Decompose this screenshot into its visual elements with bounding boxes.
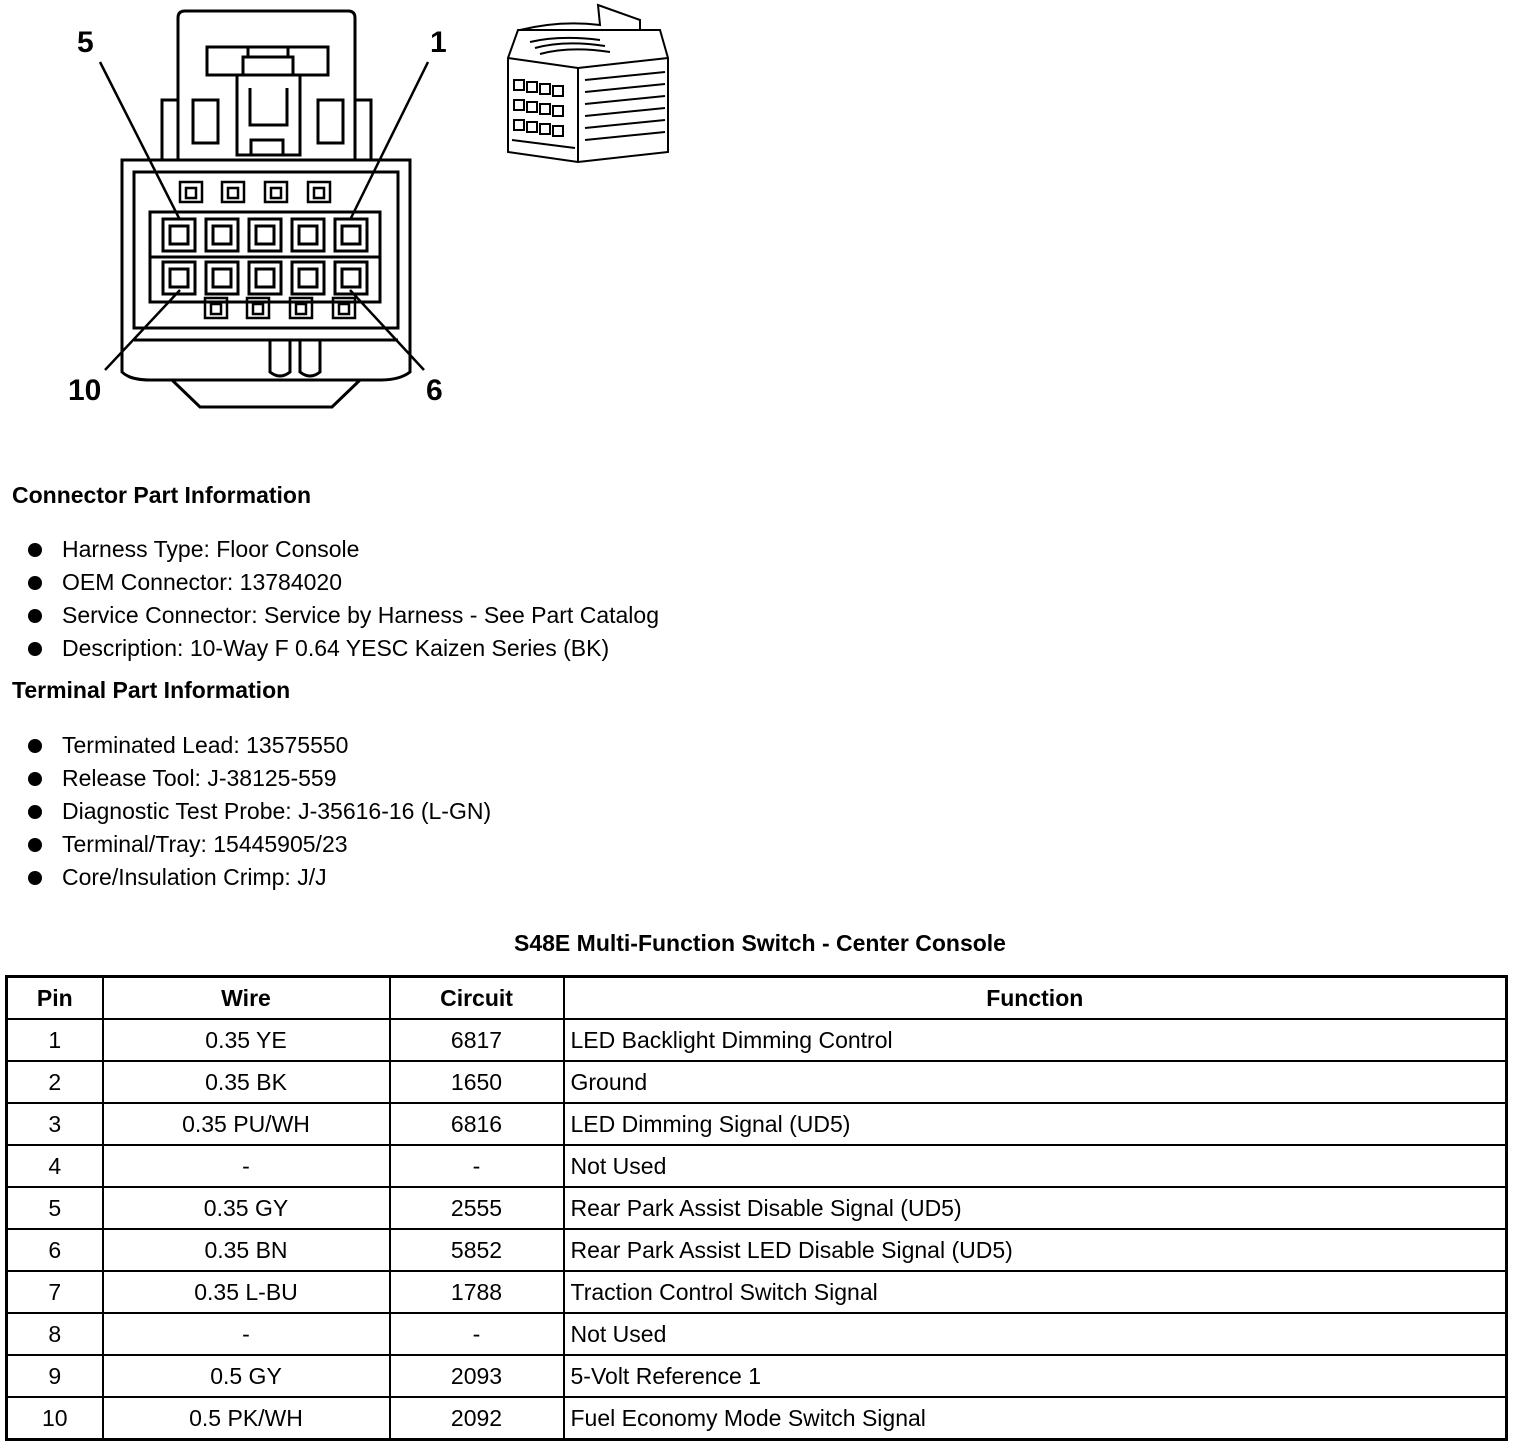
list-item-text: Description: 10-Way F 0.64 YESC Kaizen Series (BK) — [62, 635, 610, 661]
cell-wire: - — [103, 1145, 390, 1187]
connector-info-heading: Connector Part Information — [12, 482, 312, 508]
cell-wire: 0.5 PK/WH — [103, 1397, 390, 1440]
cell-wire: 0.35 GY — [103, 1187, 390, 1229]
table-row — [7, 1145, 1507, 1187]
header-function: Function — [564, 977, 1507, 1020]
pin-label-10: 10 — [68, 374, 102, 407]
cell-function: Traction Control Switch Signal — [564, 1271, 1507, 1313]
list-item — [28, 861, 491, 894]
table-row — [7, 1397, 1507, 1440]
table-title: S48E Multi-Function Switch - Center Console — [514, 930, 1006, 956]
list-item — [28, 533, 659, 566]
cell-pin: 8 — [7, 1313, 103, 1355]
cell-function: Not Used — [564, 1313, 1507, 1355]
cell-pin: 3 — [7, 1103, 103, 1145]
list-item-text: Terminated Lead: 13575550 — [62, 732, 349, 758]
cell-circuit: - — [390, 1313, 564, 1355]
cell-circuit: 6817 — [390, 1019, 564, 1061]
cell-function: Fuel Economy Mode Switch Signal — [564, 1397, 1507, 1440]
cell-circuit: 1788 — [390, 1271, 564, 1313]
list-item-text: Harness Type: Floor Console — [62, 536, 360, 562]
list-item-text: Service Connector: Service by Harness - See Part Catalog — [62, 602, 659, 628]
pin-label-5: 5 — [77, 26, 94, 59]
bullet-icon — [28, 772, 42, 786]
bullet-icon — [28, 609, 42, 623]
cell-function: LED Backlight Dimming Control — [564, 1019, 1507, 1061]
table-row — [7, 1103, 1507, 1145]
cell-circuit: 2092 — [390, 1397, 564, 1440]
cell-wire: 0.35 BN — [103, 1229, 390, 1271]
cell-circuit: 1650 — [390, 1061, 564, 1103]
cell-function: Rear Park Assist Disable Signal (UD5) — [564, 1187, 1507, 1229]
cell-circuit: 2555 — [390, 1187, 564, 1229]
cell-function: LED Dimming Signal (UD5) — [564, 1103, 1507, 1145]
table-header-row — [7, 977, 1507, 1020]
cell-pin: 2 — [7, 1061, 103, 1103]
cell-circuit: 2093 — [390, 1355, 564, 1397]
list-item-text: OEM Connector: 13784020 — [62, 569, 343, 595]
table-row — [7, 1313, 1507, 1355]
connector-isometric-icon — [508, 5, 668, 162]
list-item — [28, 729, 491, 762]
cell-function: Ground — [564, 1061, 1507, 1103]
cell-wire: 0.35 L-BU — [103, 1271, 390, 1313]
cell-pin: 10 — [7, 1397, 103, 1440]
list-item-text: Diagnostic Test Probe: J-35616-16 (L-GN) — [62, 798, 492, 824]
list-item — [28, 599, 659, 632]
cell-function: 5-Volt Reference 1 — [564, 1355, 1507, 1397]
terminal-info-list — [28, 729, 491, 894]
connector-diagram — [0, 0, 1520, 440]
header-wire: Wire — [103, 977, 390, 1020]
list-item — [28, 762, 491, 795]
list-item-text: Release Tool: J-38125-559 — [62, 765, 337, 791]
bullet-icon — [28, 838, 42, 852]
table-row — [7, 1061, 1507, 1103]
cell-wire: 0.35 BK — [103, 1061, 390, 1103]
list-item-text: Terminal/Tray: 15445905/23 — [62, 831, 348, 857]
pinout-table — [5, 975, 1508, 1441]
list-item — [28, 795, 491, 828]
cell-wire: 0.35 PU/WH — [103, 1103, 390, 1145]
list-item — [28, 566, 659, 599]
cell-pin: 6 — [7, 1229, 103, 1271]
cell-wire: 0.5 GY — [103, 1355, 390, 1397]
bullet-icon — [28, 871, 42, 885]
table-row — [7, 1271, 1507, 1313]
table-row — [7, 1019, 1507, 1061]
cell-pin: 9 — [7, 1355, 103, 1397]
bullet-icon — [28, 739, 42, 753]
bullet-icon — [28, 543, 42, 557]
pin-label-1: 1 — [430, 26, 447, 59]
cell-wire: 0.35 YE — [103, 1019, 390, 1061]
cell-circuit: - — [390, 1145, 564, 1187]
bullet-icon — [28, 805, 42, 819]
table-row — [7, 1229, 1507, 1271]
cell-wire: - — [103, 1313, 390, 1355]
cell-function: Rear Park Assist LED Disable Signal (UD5) — [564, 1229, 1507, 1271]
cell-pin: 1 — [7, 1019, 103, 1061]
list-item — [28, 632, 659, 665]
table-row — [7, 1187, 1507, 1229]
terminal-info-heading: Terminal Part Information — [12, 677, 291, 703]
cell-circuit: 6816 — [390, 1103, 564, 1145]
cell-pin: 4 — [7, 1145, 103, 1187]
header-pin: Pin — [7, 977, 103, 1020]
list-item — [28, 828, 491, 861]
cell-function: Not Used — [564, 1145, 1507, 1187]
cell-circuit: 5852 — [390, 1229, 564, 1271]
list-item-text: Core/Insulation Crimp: J/J — [62, 864, 327, 890]
header-circuit: Circuit — [390, 977, 564, 1020]
pin-label-6: 6 — [426, 374, 443, 407]
cell-pin: 7 — [7, 1271, 103, 1313]
bullet-icon — [28, 576, 42, 590]
connector-info-list — [28, 533, 659, 665]
bullet-icon — [28, 642, 42, 656]
table-row — [7, 1355, 1507, 1397]
cell-pin: 5 — [7, 1187, 103, 1229]
